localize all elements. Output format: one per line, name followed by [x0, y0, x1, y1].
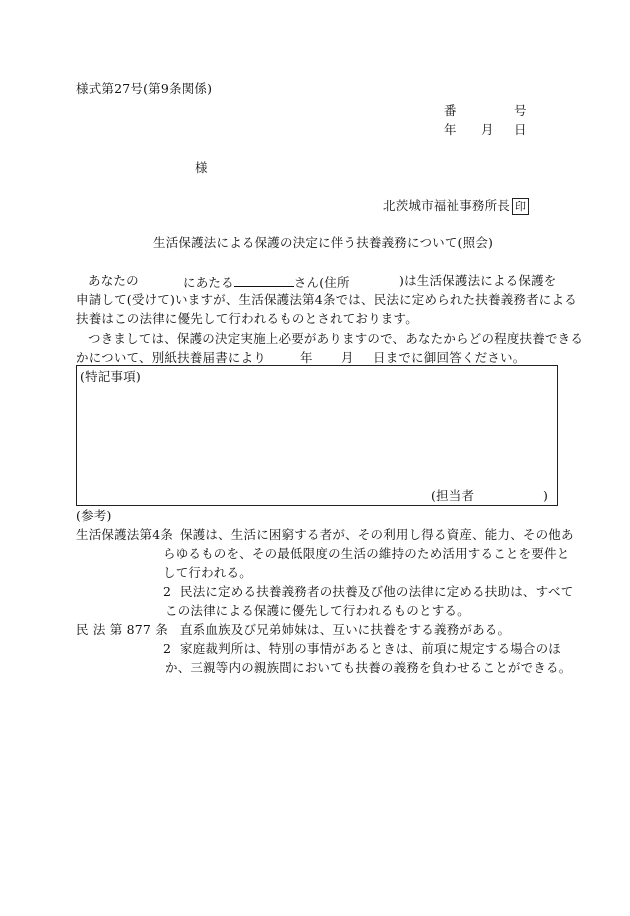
art4-title: 生活保護法第4条: [76, 527, 174, 542]
number-label: 番: [444, 103, 457, 118]
civil-code-title: 民 法 第 877 条: [76, 622, 168, 637]
body-line-5-month: 月: [341, 350, 354, 365]
civil-code-p2-line2: か、三親等内の親族間においても扶養の義務を負わせることができる。: [165, 660, 572, 675]
body-line-5b: 日までに御回答ください。: [373, 350, 526, 365]
date-day-label: 日: [514, 122, 527, 137]
special-notes-box: [76, 365, 558, 506]
date-year-label: 年: [444, 122, 457, 137]
civil-code-p2-line1: 家庭裁判所は、特別の事情があるときは、前項に規定する場合のほ: [180, 641, 562, 656]
art4-p2-line2: この法律による保護に優先して行われるものとする。: [165, 603, 470, 618]
civil-code-p1: 直系血族及び兄弟姉妹は、互いに扶養をする義務がある。: [180, 622, 511, 637]
body-line-3: 扶養はこの法律に優先して行われるものとされております。: [76, 311, 418, 326]
person-in-charge-open: (担当者: [431, 488, 475, 503]
reference-label: (参考): [76, 508, 112, 523]
art4-p2-line1: 民法に定める扶養義務者の扶養及び他の法律に定める扶助は、すべて: [180, 584, 574, 599]
body-line-2: 申請して(受けて)いますが、生活保護法第4条では、民法に定められた扶養義務者による: [76, 292, 577, 307]
issuer-name: 北茨城市福祉事務所長: [383, 198, 511, 213]
body-line-5-year: 年: [300, 350, 313, 365]
seal-mark: 印: [512, 198, 529, 215]
body-line-5a: かについて、別紙扶養届書により: [76, 350, 267, 365]
body-line-1a: あなたの: [88, 273, 139, 288]
recipient-honorific: 様: [195, 160, 208, 175]
number-suffix: 号: [514, 103, 527, 118]
art4-p1-line2: らゆるものを、その最低限度の生活の維持のため活用することを要件と: [163, 546, 570, 561]
body-line-1b: にあたる さん(住所: [183, 275, 350, 290]
body-line-4: つきましては、保護の決定実施上必要がありますので、あなたからどの程度扶養できる: [88, 331, 584, 346]
document-title: 生活保護法による保護の決定に伴う扶養義務について(照会): [153, 235, 494, 250]
body-line-1d: )は生活保護法による保護を: [399, 273, 557, 288]
civil-code-p2-number: 2: [163, 641, 172, 656]
relation-blank: [234, 273, 294, 287]
special-notes-label: (特記事項): [80, 369, 141, 384]
person-in-charge-close: ): [543, 488, 549, 503]
form-number: 様式第27号(第9条関係): [76, 81, 213, 96]
art4-p1-line1: 保護は、生活に困窮する者が、その利用し得る資産、能力、その他あ: [180, 527, 574, 542]
art4-p1-line3: して行われる。: [163, 565, 252, 580]
date-month-label: 月: [481, 122, 494, 137]
art4-p2-number: 2: [163, 584, 172, 599]
